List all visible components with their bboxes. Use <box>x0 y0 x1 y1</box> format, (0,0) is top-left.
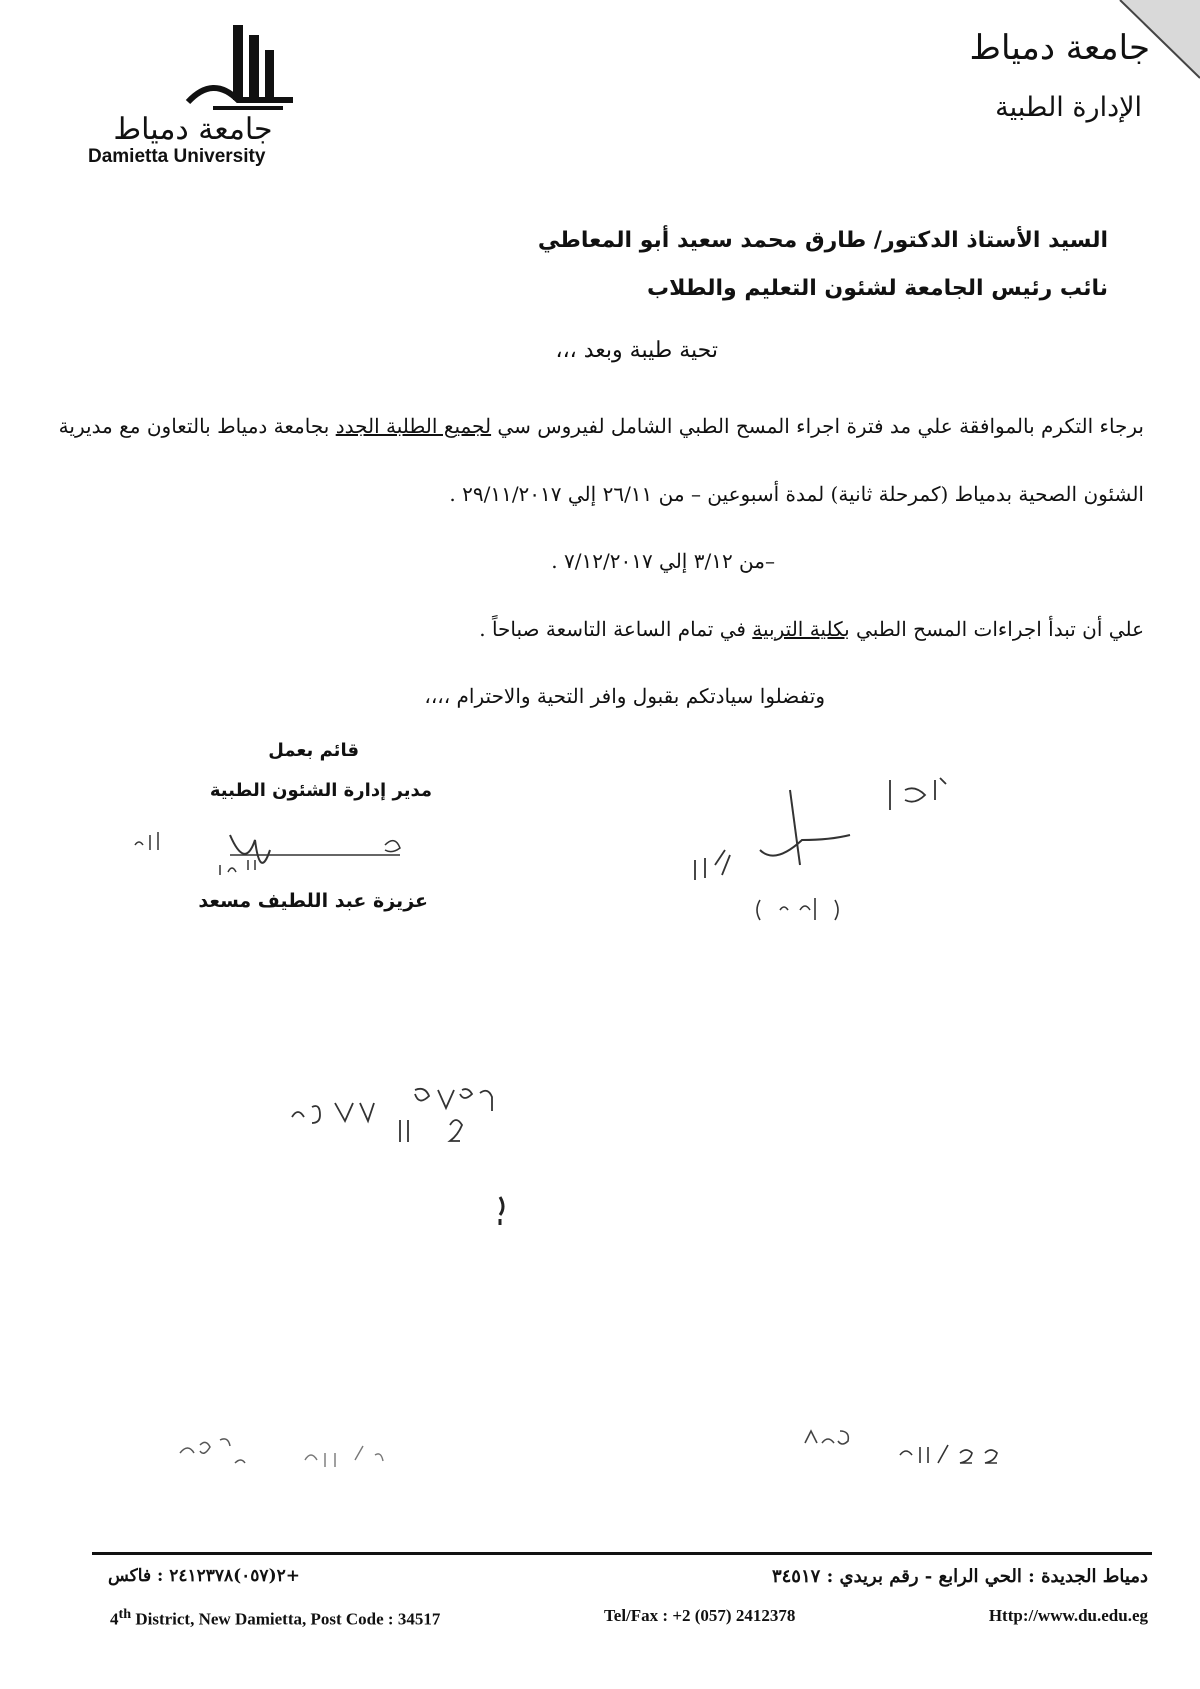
logo-mark-icon <box>183 20 293 115</box>
signature-name: عزيزة عبد اللطيف مسعد <box>198 890 428 912</box>
handwritten-note-right <box>800 1425 1030 1475</box>
closing-line: وتفضلوا سيادتكم بقبول وافر التحية والاحترام ،،،، <box>424 684 825 708</box>
body-paragraph-1-line-1 <box>59 414 1144 438</box>
body-text: في تمام الساعة التاسعة صباحاً . <box>479 617 753 641</box>
footer-address-number: 4 <box>110 1609 119 1629</box>
logo-arabic-text: جامعة دمياط <box>113 112 273 147</box>
addressee-name: السيد الأستاذ الدكتور/ طارق محمد سعيد أبو المعاطي <box>537 228 1108 253</box>
handwritten-registration-number <box>290 1085 520 1145</box>
signature-role-title: مدير إدارة الشئون الطبية <box>209 780 432 801</box>
header-university-name: جامعة دمياط <box>969 28 1150 68</box>
addressee-title: نائب رئيس الجامعة لشئون التعليم والطلاب <box>646 276 1108 301</box>
body-paragraph-1-line-3: –من ٣/١٢ إلي ٧/١٢/٢٠١٧ . <box>551 549 775 573</box>
greeting: تحية طيبة وبعد ،،، <box>555 338 718 363</box>
body-text: بجامعة دمياط بالتعاون مع مديرية <box>58 414 336 438</box>
footer-address-arabic: دمياط الجديدة : الحي الرابع - رقم بريدي : ٣٤٥١٧ <box>771 1566 1148 1587</box>
body-paragraph-2 <box>479 617 1144 641</box>
signature-role-acting: قائم بعمل <box>268 740 359 761</box>
underlined-text: لجميع الطلبة الجدد <box>335 414 492 438</box>
logo-english-text: Damietta University <box>88 146 266 167</box>
footer-address-english <box>110 1606 440 1630</box>
ink-mark <box>490 1195 510 1227</box>
footer-address-text: District, New Damietta, Post Code : 34517 <box>131 1609 441 1629</box>
body-text: علي أن تبدأ اجراءات المسح الطبي <box>849 617 1144 641</box>
body-paragraph-1-line-2: الشئون الصحية بدمياط (كمرحلة ثانية) لمدة أسبوعين – من ٢٦/١١ إلي ٢٩/١١/٢٠١٧ . <box>449 482 1144 506</box>
underlined-text: بكلية التربية <box>752 617 850 641</box>
header-department-name: الإدارة الطبية <box>995 92 1142 123</box>
footer-address-ordinal: th <box>118 1606 132 1622</box>
handwritten-approval-mark <box>690 770 960 940</box>
university-logo <box>88 20 308 170</box>
body-text: برجاء التكرم بالموافقة علي مد فترة اجراء المسح الطبي الشامل لفيروس سي <box>491 414 1144 438</box>
footer-divider <box>92 1552 1152 1555</box>
footer-fax-arabic: +٢(٠٥٧)٢٤١٢٣٧٨ : فاكس <box>108 1566 300 1586</box>
footer-tel-fax: Tel/Fax : +2 (057) 2412378 <box>604 1606 796 1625</box>
handwritten-signature-left <box>130 820 430 890</box>
handwritten-note-left <box>175 1425 415 1480</box>
footer-website-link[interactable]: Http://www.du.edu.eg <box>988 1606 1148 1625</box>
